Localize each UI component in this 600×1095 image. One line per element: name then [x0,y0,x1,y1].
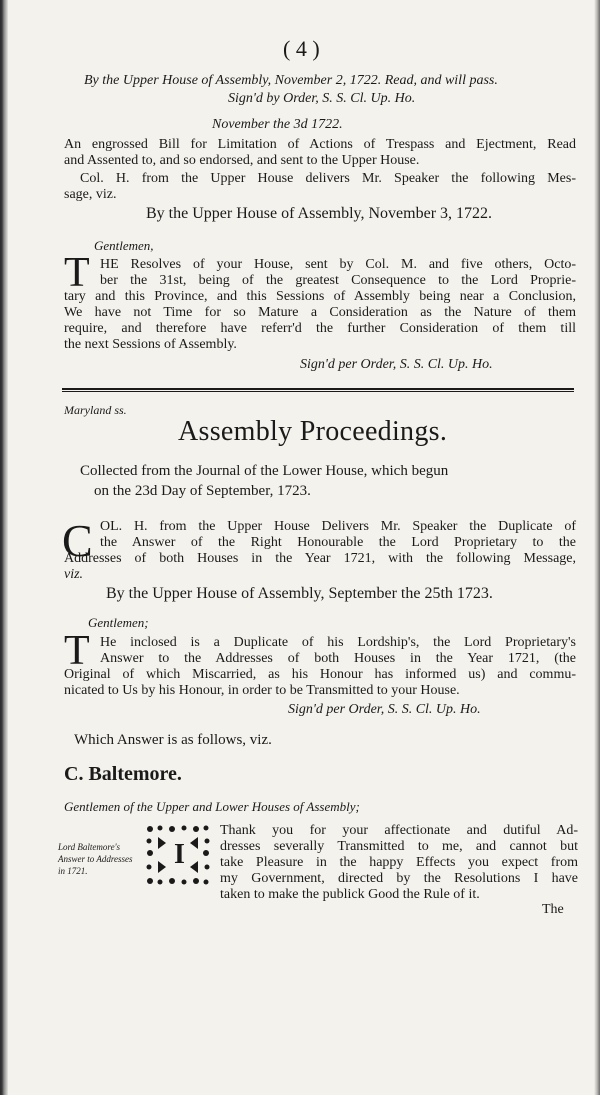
drop-cap: C [62,515,93,566]
signature-line: Sign'd per Order, S. S. Cl. Up. Ho. [300,357,493,372]
message-heading: By the Upper House of Assembly, November 3, 1722. [146,205,493,222]
salutation: Gentlemen; [88,615,149,630]
catchword: The [542,902,564,917]
letter-line: Thank you for your affectionate and dutiful Ad- [220,823,578,838]
message-line: require, and therefore have referr'd the further Consideration of them till [64,321,576,336]
collected-line: on the 23d Day of September, 1723. [94,483,311,499]
para1-line: Col. H. from the Upper House delivers Mr. Speaker the following Mes- [80,171,576,186]
message-line: tary and this Province, and this Sessions of Assembly being near a Conclusion, [64,289,576,304]
section-rule-thin [62,391,574,392]
message-line: He inclosed is a Duplicate of his Lordship's, the Lord Proprietary's [100,635,576,650]
salutation: Gentlemen, [94,238,154,253]
letter-line: dresses severally Transmitted to me, and cannot but [220,839,578,854]
message-line: Original of which Miscarried, as his Honour has informed us) and commu- [64,667,576,682]
message-line: We have not Time for so Mature a Consideration as the Nature of them [64,305,576,320]
message-line: nicated to Us by his Honour, in order to be Transmitted to your House. [64,683,460,698]
ornament-letter: I [171,841,188,869]
para2-line: viz. [64,567,84,582]
signed-line: Sign'd by Order, S. S. Cl. Up. Ho. [228,91,416,106]
margin-note-line: Lord Baltemore's [58,842,121,852]
answer-intro: Which Answer is as follows, viz. [74,732,272,748]
para2-line: OL. H. from the Upper House Delivers Mr. Speaker the Duplicate of [100,519,576,534]
message-line: HE Resolves of your House, sent by Col. M. and five others, Octo- [100,257,576,272]
message-line: ber the 31st, being of the greatest Consequence to the Lord Proprie- [100,273,576,288]
upper-house-line: By the Upper House of Assembly, November 2, 1722. Read, and will pass. [84,73,498,88]
drop-cap: T [64,250,90,296]
signature-heading: C. Baltemore. [64,763,182,785]
letter-line: my Government, directed by the Resolutions I have [220,871,578,886]
message-line: Answer to the Addresses of both Houses in the Year 1721, (the [100,651,576,666]
collected-line: Collected from the Journal of the Lower House, which begun [80,463,449,479]
para1-line: sage, viz. [64,187,117,202]
para1-line: An engrossed Bill for Limitation of Actions of Trespass and Ejectment, Read [64,137,576,152]
section-title: Assembly Proceedings. [178,416,448,447]
page-right-edge [594,0,600,1095]
margin-note-line: Answer to Addresses [58,854,133,864]
message-line: the next Sessions of Assembly. [64,337,237,352]
page-number: ( 4 ) [283,36,320,61]
salutation: Gentlemen of the Upper and Lower Houses of Assembly; [64,799,360,814]
para2-line: Addresses of both Houses in the Year 1721, with the following Message, [64,551,576,566]
page-left-edge [0,0,8,1095]
ornament-initial [144,823,212,887]
maryland-caption: Maryland ss. [64,403,127,417]
margin-note-line: in 1721. [58,866,88,876]
drop-cap: T [64,628,90,674]
signature-line: Sign'd per Order, S. S. Cl. Up. Ho. [288,702,481,717]
section-rule [62,388,574,390]
letter-line: take Pleasure in the happy Effects you expect from [220,855,578,870]
letter-line: taken to make the publick Good the Rule of it. [220,887,480,902]
para2-line: the Answer of the Right Honourable the Lord Proprietary to the [100,535,576,550]
date-line: November the 3d 1722. [212,117,343,132]
message-heading: By the Upper House of Assembly, September the 25th 1723. [106,585,493,602]
para1-line: and Assented to, and so endorsed, and sent to the Upper House. [64,153,420,168]
